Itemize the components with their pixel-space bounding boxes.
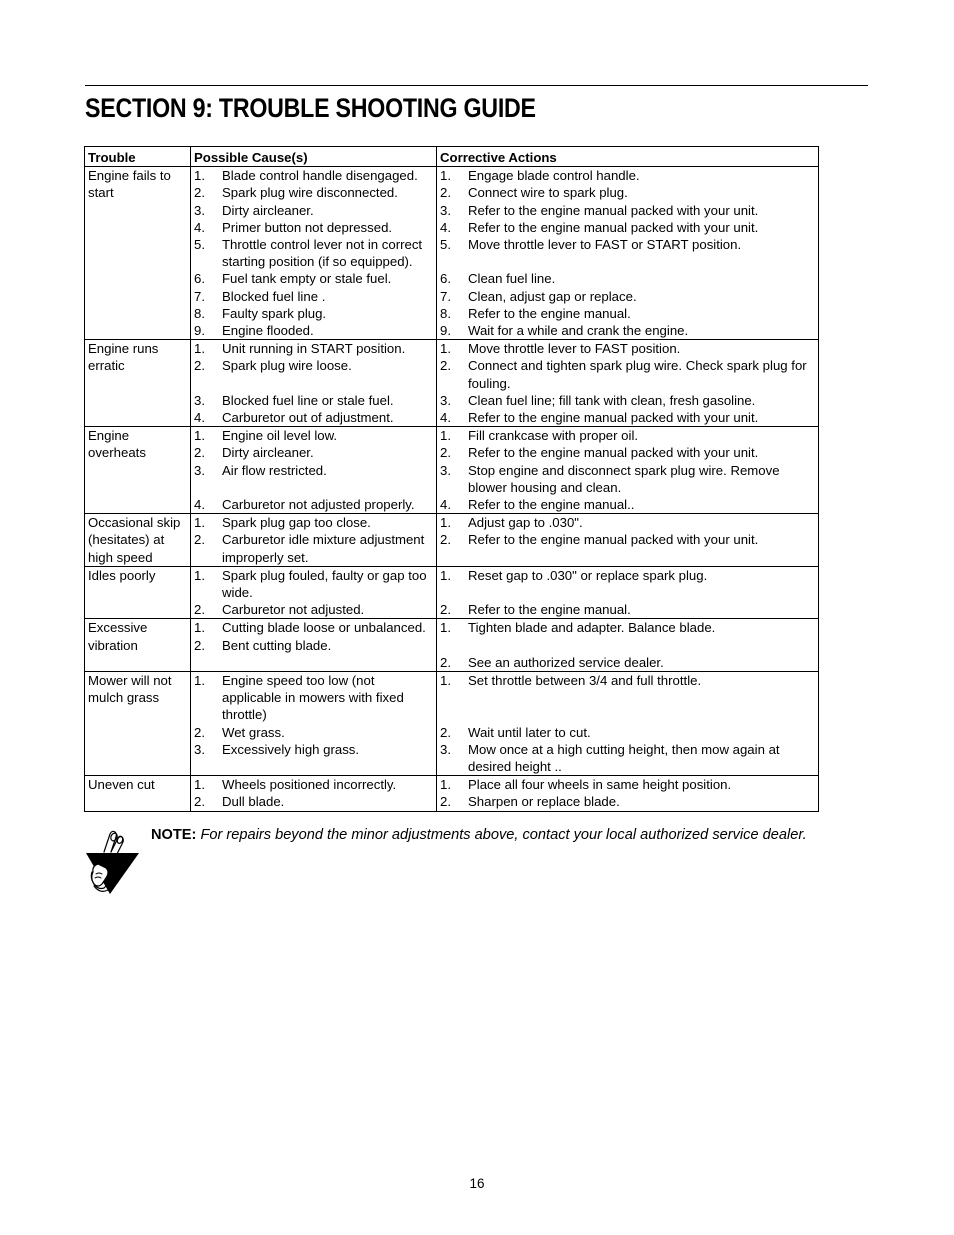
item-number: 1. — [440, 673, 451, 689]
item-number: 4. — [440, 410, 451, 426]
item-text: Carburetor not adjusted. — [222, 602, 365, 618]
action-item — [440, 340, 816, 357]
table-row — [85, 427, 819, 514]
cause-item — [194, 462, 434, 479]
item-number: 1. — [194, 777, 205, 793]
table-row — [85, 619, 819, 672]
cause-item — [194, 531, 434, 565]
header-trouble: Trouble — [85, 147, 191, 167]
item-number: 2. — [194, 637, 205, 653]
action-item — [440, 793, 816, 810]
cause-item — [194, 514, 434, 531]
action-item — [440, 654, 816, 671]
item-number: 1. — [194, 515, 205, 531]
table-row — [85, 514, 819, 567]
item-text: Unit running in START position. — [222, 341, 406, 357]
trouble-cell: Engine runs erratic — [85, 340, 191, 427]
item-number: 3. — [440, 392, 451, 408]
cause-item — [194, 672, 434, 724]
causes-list — [194, 567, 434, 619]
cause-item — [194, 776, 434, 793]
cause-item — [194, 305, 434, 322]
item-number: 1. — [194, 673, 205, 689]
action-item — [440, 305, 816, 322]
action-item — [440, 427, 816, 444]
item-number: 2. — [440, 602, 451, 618]
item-text: Primer button not depressed. — [222, 219, 393, 235]
item-text: Adjust gap to .030". — [468, 515, 583, 531]
action-item — [440, 567, 816, 584]
item-number: 1. — [194, 428, 205, 444]
item-text: Refer to the engine manual packed with your unit. — [468, 202, 759, 218]
action-item — [440, 584, 816, 601]
item-text: Mow once at a high cutting height, then mow again at desired height .. — [468, 741, 780, 775]
table-row — [85, 776, 819, 811]
causes-list — [194, 340, 434, 426]
item-text: Fill crankcase with proper oil. — [468, 428, 639, 444]
item-text: Connect and tighten spark plug wire. Check spark plug for fouling. — [468, 358, 807, 391]
item-number: 1. — [194, 620, 205, 636]
trouble-cell: Excessive vibration — [85, 619, 191, 672]
item-number: 1. — [440, 515, 451, 531]
table-row — [85, 167, 819, 340]
item-number: 1. — [440, 168, 451, 184]
item-text: Fuel tank empty or stale fuel. — [222, 271, 392, 287]
table-header-row — [85, 147, 819, 167]
actions-cell — [437, 167, 819, 340]
item-number: 2. — [194, 724, 205, 740]
note — [151, 826, 807, 844]
action-item — [440, 496, 816, 513]
cause-item — [194, 202, 434, 219]
actions-list — [440, 776, 816, 810]
table-row — [85, 672, 819, 776]
cause-item — [194, 357, 434, 374]
note-label: NOTE: — [151, 827, 197, 843]
item-number: 2. — [194, 794, 205, 810]
item-number: 2. — [194, 185, 205, 201]
item-number: 4. — [440, 219, 451, 235]
item-number: 3. — [440, 741, 451, 757]
action-item — [440, 202, 816, 219]
item-text: Engage blade control handle. — [468, 168, 640, 184]
actions-cell — [437, 566, 819, 619]
item-text: Refer to the engine manual. — [468, 305, 631, 321]
action-item — [440, 689, 816, 706]
cause-item — [194, 567, 434, 601]
item-number: 2. — [440, 654, 451, 670]
action-item — [440, 462, 816, 496]
causes-cell — [191, 672, 437, 776]
item-number: 2. — [440, 794, 451, 810]
causes-cell — [191, 514, 437, 567]
table-body — [85, 167, 819, 811]
table-row — [85, 340, 819, 427]
item-number: 7. — [440, 288, 451, 304]
item-text: Refer to the engine manual packed with your unit. — [468, 532, 759, 548]
item-number: 5. — [194, 237, 205, 253]
action-item — [440, 444, 816, 461]
section-title: SECTION 9: TROUBLE SHOOTING GUIDE — [85, 93, 536, 123]
header-possible-causes: Possible Cause(s) — [191, 147, 437, 167]
actions-cell — [437, 619, 819, 672]
item-text: Throttle control lever not in correct starting position (if so equipped). — [222, 237, 423, 270]
action-item — [440, 184, 816, 201]
cause-item — [194, 637, 434, 654]
item-text: Carburetor out of adjustment. — [222, 410, 394, 426]
item-text: Stop engine and disconnect spark plug wire. Remove blower housing and clean. — [468, 462, 780, 495]
item-text: Move throttle lever to FAST or START position. — [468, 237, 742, 253]
item-number: 2. — [440, 532, 451, 548]
item-number: 9. — [440, 323, 451, 339]
cause-item — [194, 288, 434, 305]
action-item — [440, 619, 816, 636]
item-text: Spark plug wire loose. — [222, 358, 352, 374]
top-rule — [85, 85, 868, 86]
item-text: Dull blade. — [222, 794, 285, 810]
header-corrective-actions: Corrective Actions — [437, 147, 819, 167]
item-number: 2. — [440, 445, 451, 461]
actions-list — [440, 427, 816, 513]
cause-item — [194, 167, 434, 184]
item-number: 2. — [194, 602, 205, 618]
item-number: 1. — [194, 168, 205, 184]
actions-list — [440, 340, 816, 426]
item-number: 3. — [440, 202, 451, 218]
trouble-cell: Engine fails to start — [85, 167, 191, 340]
item-number: 2. — [194, 532, 205, 548]
item-number: 3. — [194, 392, 205, 408]
cause-item — [194, 219, 434, 236]
item-number: 8. — [440, 305, 451, 321]
item-text: Engine speed too low (not applicable in mowers with fixed throttle) — [222, 673, 404, 723]
item-number: 6. — [194, 271, 205, 287]
trouble-cell: Uneven cut — [85, 776, 191, 811]
item-text: Spark plug gap too close. — [222, 515, 371, 531]
action-item — [440, 253, 816, 270]
item-number: 3. — [194, 741, 205, 757]
causes-list — [194, 776, 434, 810]
item-text: Engine oil level low. — [222, 428, 338, 444]
action-item — [440, 288, 816, 305]
item-text: Set throttle between 3/4 and full throttle. — [468, 673, 702, 689]
item-text: Wait until later to cut. — [468, 724, 591, 740]
item-text: Place all four wheels in same height position. — [468, 777, 732, 793]
item-text: Move throttle lever to FAST position. — [468, 341, 681, 357]
cause-item — [194, 793, 434, 810]
actions-list — [440, 514, 816, 548]
item-text: Carburetor not adjusted properly. — [222, 497, 415, 513]
cause-item — [194, 741, 434, 758]
cause-item — [194, 392, 434, 409]
item-number: 3. — [194, 202, 205, 218]
actions-cell — [437, 340, 819, 427]
item-text: Reset gap to .030" or replace spark plug. — [468, 567, 708, 583]
causes-list — [194, 672, 434, 758]
item-number: 3. — [440, 462, 451, 478]
item-text: Blocked fuel line or stale fuel. — [222, 392, 394, 408]
cause-item — [194, 619, 434, 636]
action-item — [440, 409, 816, 426]
causes-cell — [191, 167, 437, 340]
actions-cell — [437, 672, 819, 776]
item-number: 2. — [440, 358, 451, 374]
cause-item — [194, 479, 434, 496]
item-number: 2. — [194, 445, 205, 461]
item-number: 1. — [440, 777, 451, 793]
item-number: 4. — [194, 497, 205, 513]
action-item — [440, 672, 816, 689]
cause-item — [194, 724, 434, 741]
item-text: Tighten blade and adapter. Balance blade. — [468, 620, 716, 636]
item-text: Clean, adjust gap or replace. — [468, 288, 637, 304]
action-item — [440, 392, 816, 409]
item-number: 6. — [440, 271, 451, 287]
causes-list — [194, 619, 434, 653]
cause-item — [194, 375, 434, 392]
actions-cell — [437, 427, 819, 514]
item-text: Connect wire to spark plug. — [468, 185, 628, 201]
item-number: 9. — [194, 323, 205, 339]
causes-list — [194, 427, 434, 513]
cause-item — [194, 340, 434, 357]
action-item — [440, 270, 816, 287]
causes-list — [194, 514, 434, 566]
item-text: Cutting blade loose or unbalanced. — [222, 620, 426, 636]
cause-item — [194, 322, 434, 339]
cause-item — [194, 601, 434, 618]
trouble-cell: Idles poorly — [85, 566, 191, 619]
page-number: 16 — [469, 1176, 485, 1191]
item-text: Refer to the engine manual packed with your unit. — [468, 410, 759, 426]
item-number: 1. — [440, 428, 451, 444]
note-text: For repairs beyond the minor adjustments above, contact your local authorized service dealer. — [200, 827, 807, 843]
causes-cell — [191, 776, 437, 811]
causes-cell — [191, 566, 437, 619]
item-text: Sharpen or replace blade. — [468, 794, 620, 810]
action-item — [440, 322, 816, 339]
item-text: Bent cutting blade. — [222, 637, 332, 653]
causes-cell — [191, 427, 437, 514]
causes-list — [194, 167, 434, 339]
cause-item — [194, 270, 434, 287]
action-item — [440, 706, 816, 723]
actions-list — [440, 672, 816, 775]
item-text: Wet grass. — [222, 724, 285, 740]
item-number: 1. — [194, 567, 205, 583]
action-item — [440, 357, 816, 391]
item-text: Spark plug wire disconnected. — [222, 185, 398, 201]
table-row — [85, 566, 819, 619]
item-number: 2. — [194, 358, 205, 374]
action-item — [440, 514, 816, 531]
item-number: 2. — [440, 724, 451, 740]
action-item — [440, 601, 816, 618]
item-text: Wait for a while and crank the engine. — [468, 323, 689, 339]
cause-item — [194, 496, 434, 513]
causes-cell — [191, 619, 437, 672]
item-text: Faulty spark plug. — [222, 305, 327, 321]
item-text: Air flow restricted. — [222, 462, 327, 478]
action-item — [440, 167, 816, 184]
item-number: 1. — [194, 341, 205, 357]
item-number: 3. — [194, 462, 205, 478]
item-text: Refer to the engine manual. — [468, 602, 631, 618]
item-text: Blocked fuel line . — [222, 288, 326, 304]
item-text: Carburetor idle mixture adjustment improperly set. — [222, 532, 425, 565]
action-item — [440, 236, 816, 253]
troubleshooting-table — [84, 146, 819, 812]
cause-item — [194, 236, 434, 270]
item-text: Clean fuel line. — [468, 271, 556, 287]
item-number: 1. — [440, 620, 451, 636]
cause-item — [194, 427, 434, 444]
item-text: Wheels positioned incorrectly. — [222, 777, 397, 793]
item-text: Clean fuel line; fill tank with clean, fresh gasoline. — [468, 392, 756, 408]
item-text: See an authorized service dealer. — [468, 654, 664, 670]
item-number: 4. — [194, 410, 205, 426]
action-item — [440, 741, 816, 775]
action-item — [440, 724, 816, 741]
actions-list — [440, 167, 816, 339]
item-text: Dirty aircleaner. — [222, 445, 314, 461]
actions-list — [440, 619, 816, 671]
actions-cell — [437, 514, 819, 567]
actions-cell — [437, 776, 819, 811]
item-number: 4. — [194, 219, 205, 235]
item-text: Refer to the engine manual.. — [468, 497, 635, 513]
item-text: Dirty aircleaner. — [222, 202, 314, 218]
action-item — [440, 776, 816, 793]
cause-item — [194, 184, 434, 201]
trouble-cell: Occasional skip (hesitates) at high speed — [85, 514, 191, 567]
item-text: Blade control handle disengaged. — [222, 168, 418, 184]
cause-item — [194, 409, 434, 426]
cause-item — [194, 444, 434, 461]
item-text: Engine flooded. — [222, 323, 314, 339]
item-number: 4. — [440, 497, 451, 513]
item-number: 7. — [194, 288, 205, 304]
item-number: 1. — [440, 567, 451, 583]
action-item — [440, 219, 816, 236]
causes-cell — [191, 340, 437, 427]
item-text: Refer to the engine manual packed with your unit. — [468, 445, 759, 461]
hand-pointing-icon — [84, 828, 142, 894]
action-item — [440, 637, 816, 654]
item-text: Excessively high grass. — [222, 741, 360, 757]
item-number: 5. — [440, 237, 451, 253]
trouble-cell: Mower will not mulch grass — [85, 672, 191, 776]
item-text: Spark plug fouled, faulty or gap too wide. — [222, 567, 427, 601]
action-item — [440, 531, 816, 548]
actions-list — [440, 567, 816, 619]
item-number: 1. — [440, 341, 451, 357]
item-text: Refer to the engine manual packed with your unit. — [468, 219, 759, 235]
item-number: 2. — [440, 185, 451, 201]
item-number: 8. — [194, 305, 205, 321]
trouble-cell: Engine overheats — [85, 427, 191, 514]
